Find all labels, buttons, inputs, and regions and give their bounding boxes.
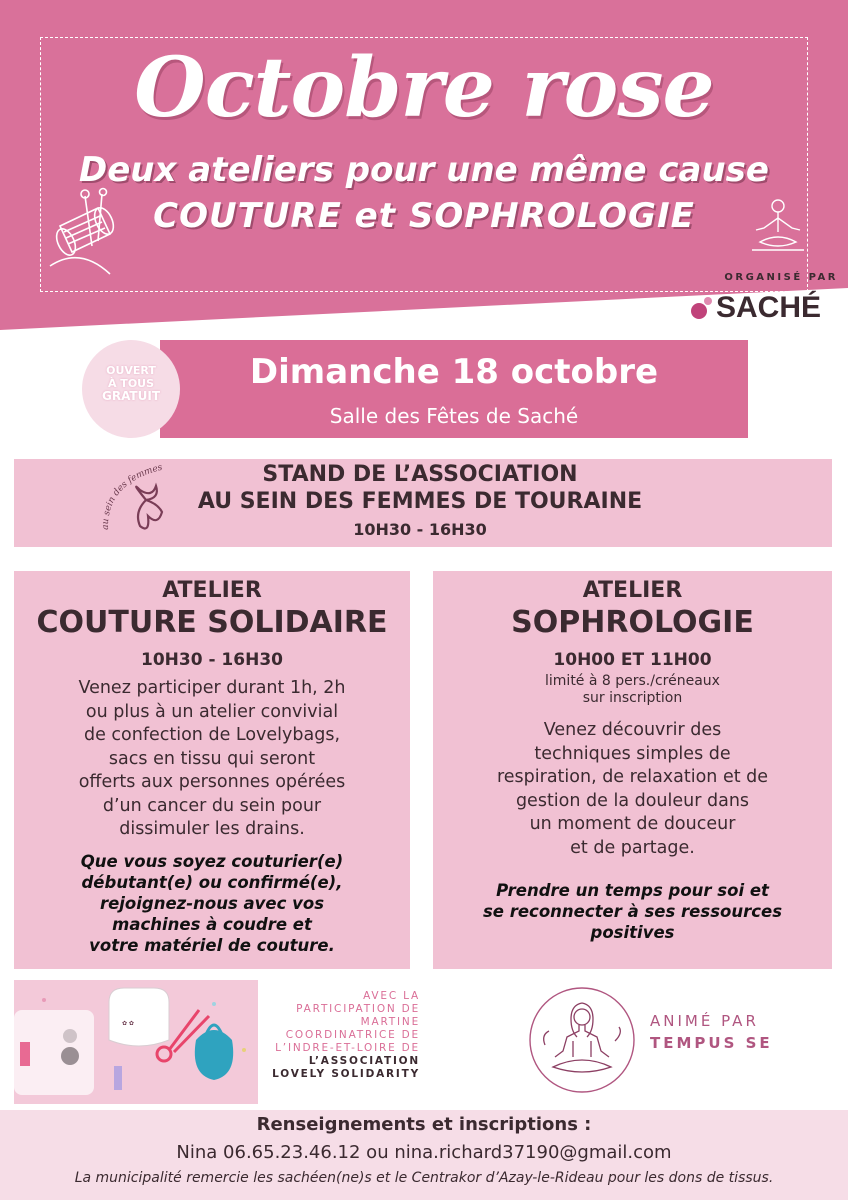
subtitle-line-2: COUTURE et SOPHROLOGIE (153, 196, 695, 236)
credit-strong-line: L’ASSOCIATION (308, 1055, 420, 1067)
svg-text:✿ ✿: ✿ ✿ (122, 1020, 134, 1027)
sache-logo-text: SACHÉ (716, 291, 822, 324)
footer-title: Renseignements et inscriptions : (256, 1114, 592, 1135)
couture-emph-line: rejoignez-nous avec vos (99, 894, 325, 913)
sophrologie-label: ATELIER (582, 578, 683, 603)
event-date: Dimanche 18 octobre (249, 352, 659, 392)
couture-desc-line: de confection de Lovelybags, (83, 725, 341, 745)
event-venue: Salle des Fêtes de Saché (329, 404, 579, 428)
couture-emphasis (14, 851, 410, 956)
badge-line-1: OUVERT (106, 364, 156, 377)
couture-title: COUTURE SOLIDAIRE (36, 605, 388, 640)
animator-label: ANIMÉ PAR (650, 1012, 759, 1030)
couture-desc-line: dissimuler les drains. (119, 819, 305, 839)
animator-name: TEMPUS SE (650, 1034, 773, 1052)
credit-line: AVEC LA (363, 990, 420, 1002)
credit-line: PARTICIPATION DE (296, 1003, 420, 1015)
couture-description (14, 677, 410, 842)
sophrologie-desc-line: un moment de douceur (529, 814, 736, 834)
ribbon-logo-text: au sein des femmes (100, 462, 164, 530)
sewing-illustration (14, 980, 258, 1104)
couture-emph-line: débutant(e) ou confirmé(e), (81, 873, 343, 892)
organizer-label: ORGANISÉ PAR (724, 272, 838, 283)
credit-line: L’INDRE-ET-LOIRE DE (275, 1042, 420, 1054)
couture-desc-line: Venez participer durant 1h, 2h (78, 678, 346, 698)
page-title: Octobre rose (134, 40, 714, 136)
sophrologie-desc-line: gestion de la douleur dans (515, 790, 750, 811)
sophrologie-emph-line: positives (590, 923, 675, 942)
couture-desc-line: sacs en tissu qui seront (108, 748, 316, 769)
sophrologie-desc-line: Venez découvrir des (543, 720, 722, 740)
sophrologie-desc-line: et de partage. (570, 837, 695, 858)
meditation-woman-icon (527, 985, 637, 1095)
sophrologie-description (433, 719, 832, 860)
couture-desc-line: ou plus à un atelier convivial (85, 701, 339, 722)
subtitle-line-1: Deux ateliers pour une même cause (79, 150, 769, 190)
sophrologie-note-line-2: sur inscription (582, 690, 683, 706)
sophrologie-emphasis (433, 880, 832, 943)
couture-desc-line: offerts aux personnes opérées (78, 772, 346, 792)
couture-desc-line: d’un cancer du sein pour (102, 795, 322, 816)
stand-title-line-2: AU SEIN DES FEMMES DE TOURAINE (197, 489, 643, 514)
couture-section (14, 571, 410, 969)
sophrologie-desc-line: respiration, de relaxation et de (496, 767, 769, 787)
sophrologie-emph-line: Prendre un temps pour soi et (496, 881, 769, 900)
badge-line-2: À TOUS (107, 377, 155, 390)
sophrologie-time: 10H00 ET 11H00 (553, 650, 712, 670)
couture-emph-line: machines à coudre et (112, 915, 312, 934)
couture-emph-line: Que vous soyez couturier(e) (80, 852, 344, 871)
couture-time: 10H30 - 16H30 (141, 650, 283, 670)
credit-line: MARTINE (360, 1016, 420, 1028)
stand-time: 10H30 - 16H30 (353, 520, 487, 539)
footer-thanks: La municipalité remercie les sachéen(ne)s et le Centrakor d’Azay-le-Rideau pour les dons de tissus. (74, 1170, 774, 1186)
sophrologie-note (433, 673, 832, 707)
sophrologie-note-line-1: limité à 8 pers./créneaux (545, 673, 720, 689)
footer-contact: Nina 06.65.23.46.12 ou nina.richard37190@gmail.com (176, 1142, 672, 1163)
credit-association (260, 1055, 420, 1081)
couture-label: ATELIER (162, 578, 262, 603)
participation-credit (260, 990, 420, 1081)
credit-line: COORDINATRICE DE (285, 1029, 420, 1041)
sophrologie-emph-line: se reconnecter à ses ressources (482, 902, 783, 921)
stand-title-line-1: STAND DE L’ASSOCIATION (262, 462, 578, 487)
sophrologie-desc-line: techniques simples de (534, 743, 731, 764)
credit-strong-line: LOVELY SOLIDARITY (272, 1068, 420, 1080)
sophrologie-section (433, 571, 832, 969)
sache-logo (690, 290, 821, 326)
couture-emph-line: votre matériel de couture. (89, 936, 335, 955)
badge-line-3: GRATUIT (101, 389, 161, 403)
sache-dots-icon (690, 295, 712, 321)
sophrologie-title: SOPHROLOGIE (511, 605, 754, 640)
